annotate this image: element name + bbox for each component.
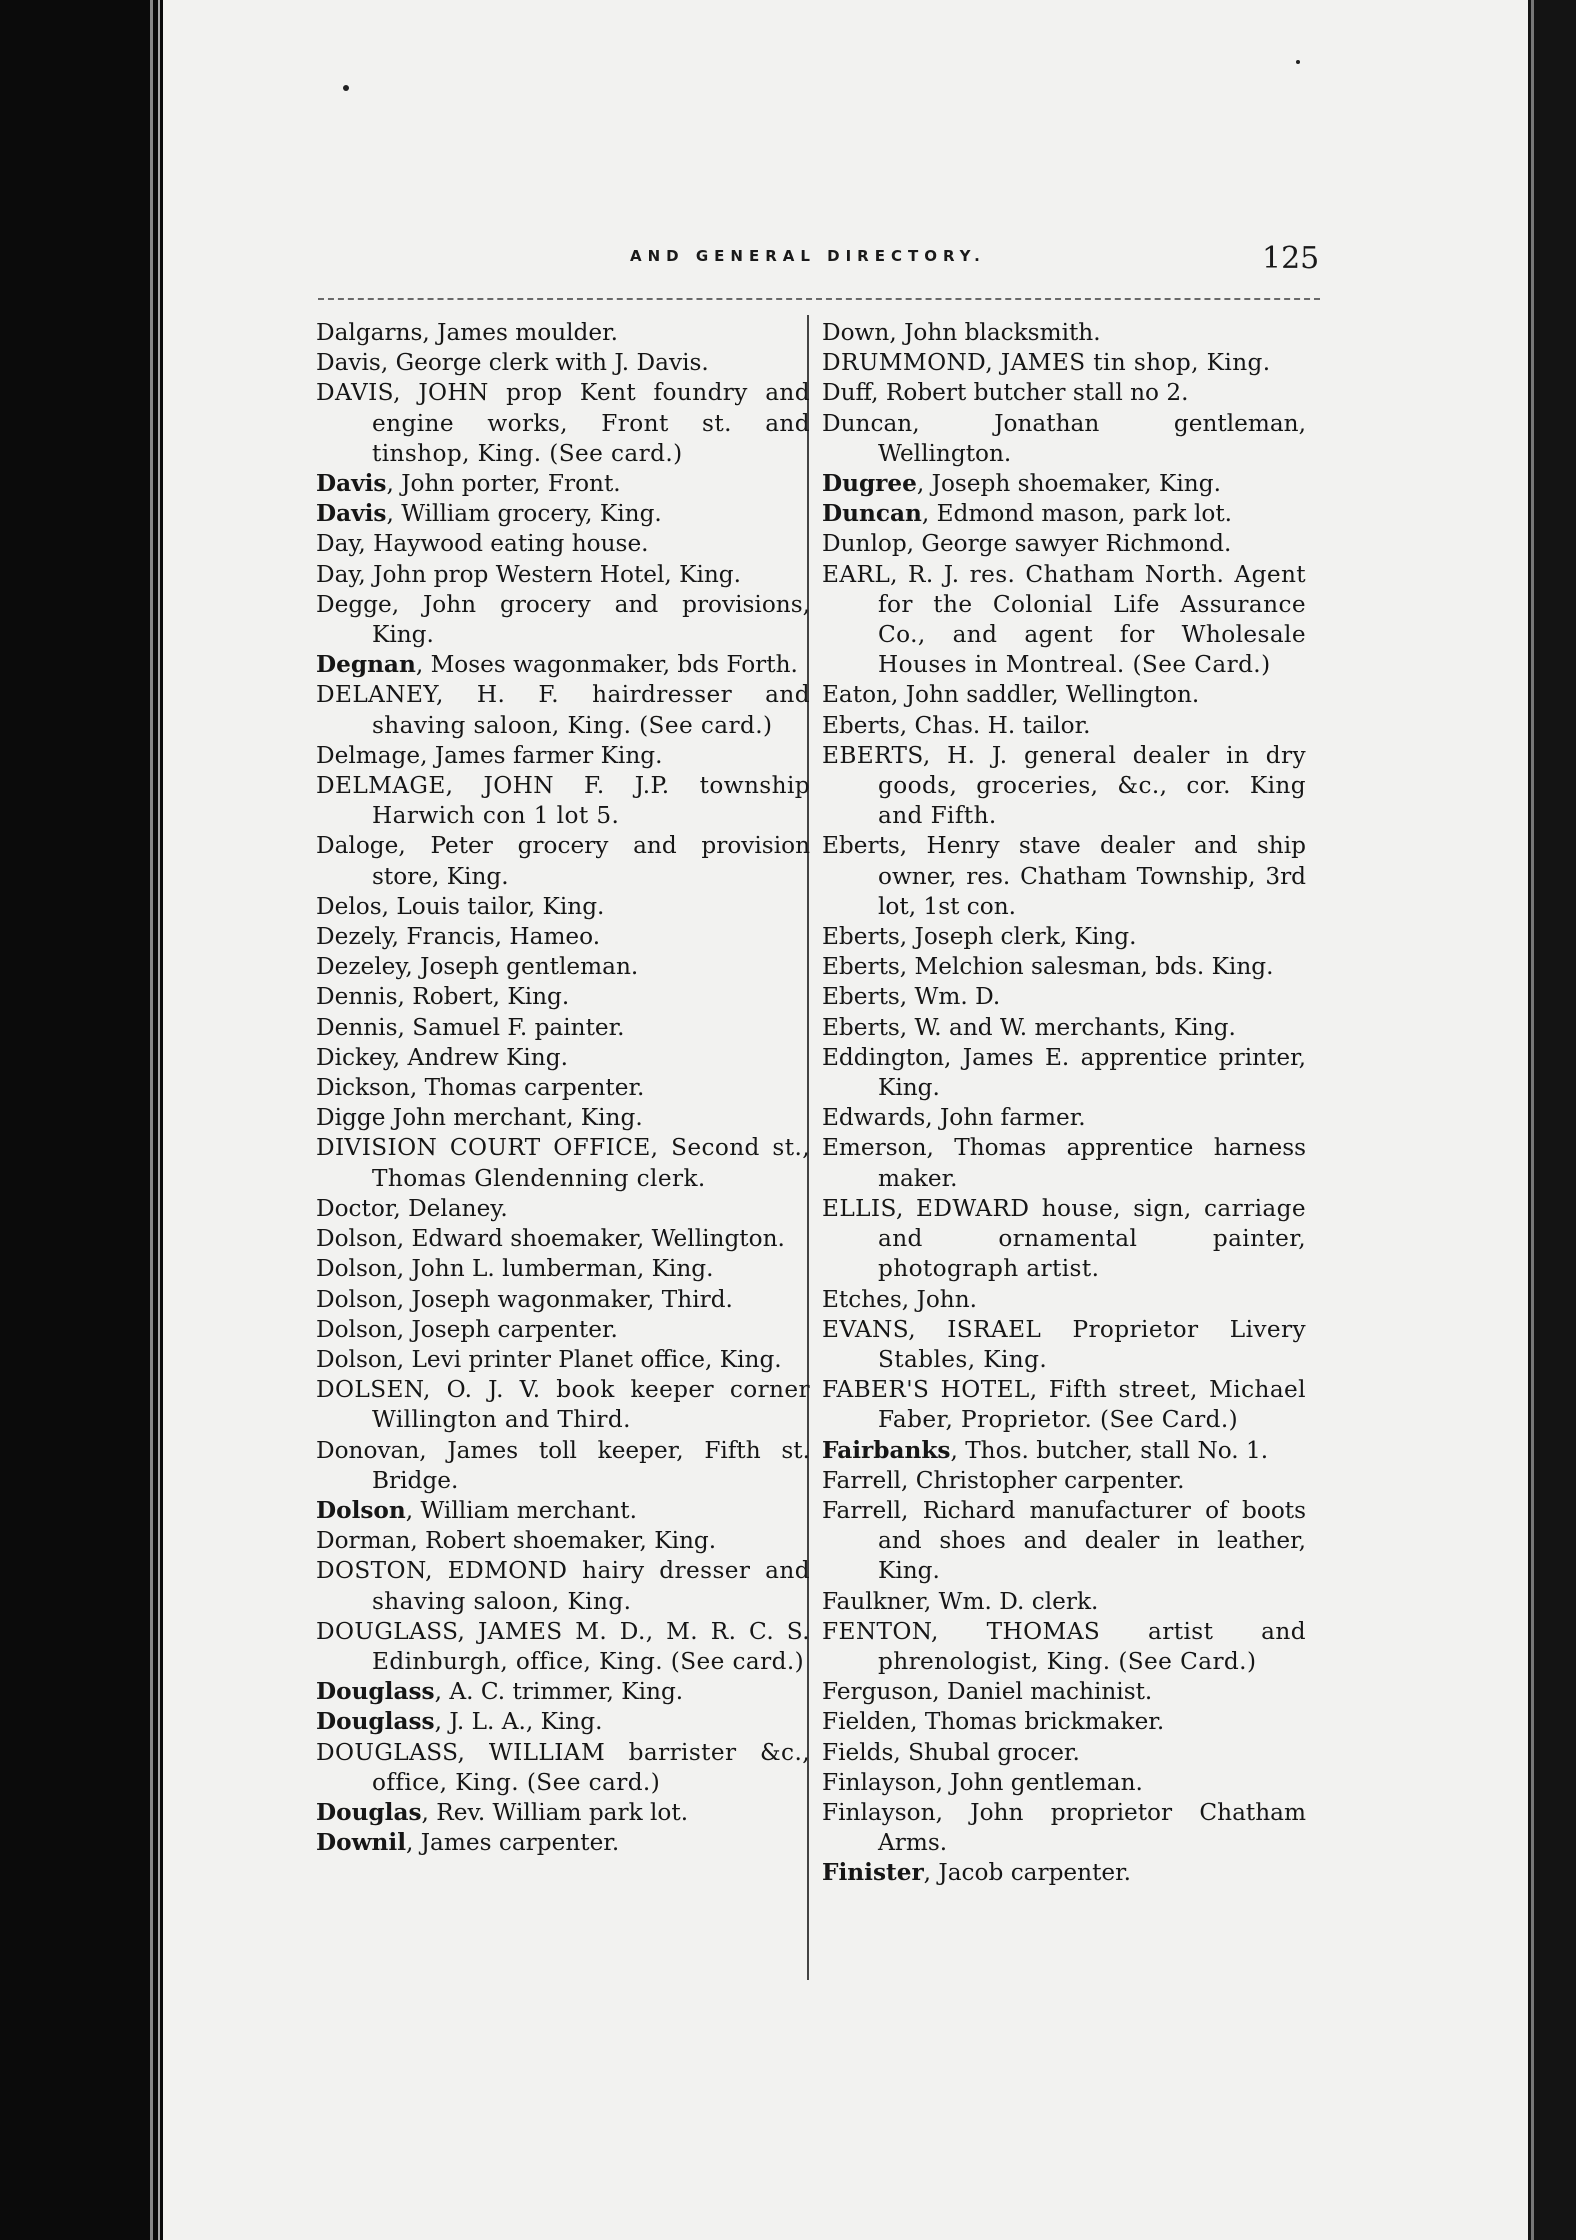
directory-entry: DOLSEN, O. J. V. book keeper corner Willington and Third.	[316, 1376, 810, 1434]
directory-entry: EARL, R. J. res. Chatham North. Agent for the Colonial Life Assurance Co., and agent for Wholesale Houses in Montreal. (See Card.)	[822, 560, 1306, 679]
spine-line	[158, 0, 160, 2240]
directory-entry: Dolson, John L. lumberman, King.	[316, 1255, 714, 1283]
directory-entry: Dolson, Levi printer Planet office, King.	[316, 1345, 782, 1373]
directory-entry: DAVIS, JOHN prop Kent foundry and engine works, Front st. and tinshop, King. (See card.)	[316, 379, 810, 467]
directory-entry: DOUGLASS, WILLIAM barrister &c., office, King. (See card.)	[316, 1738, 810, 1796]
directory-entry: Finister, Jacob carpenter.	[822, 1859, 1132, 1887]
directory-entry: Dunlop, George sawyer Richmond.	[822, 530, 1232, 558]
directory-entry: Dugree, Joseph shoemaker, King.	[822, 470, 1221, 498]
directory-entry: Eddington, James E. apprentice printer, King.	[822, 1043, 1306, 1102]
directory-entry: DRUMMOND, JAMES tin shop, King.	[822, 349, 1271, 377]
directory-entry: DOUGLASS, JAMES M. D., M. R. C. S. Edinburgh, office, King. (See card.)	[316, 1617, 810, 1675]
speck	[343, 85, 349, 91]
directory-entry: Emerson, Thomas apprentice harness maker.	[822, 1134, 1306, 1192]
directory-entry: Dickson, Thomas carpenter.	[316, 1074, 645, 1102]
directory-entry: Downil, James carpenter.	[316, 1829, 620, 1857]
entry-surname: Dolson	[316, 1496, 406, 1524]
entry-surname: Degnan	[316, 651, 416, 679]
directory-entry: Faulkner, Wm. D. clerk.	[822, 1587, 1099, 1615]
directory-entry: Day, Haywood eating house.	[316, 530, 649, 558]
directory-entry: Farrell, Richard manufacturer of boots and shoes and dealer in leather, King.	[822, 1496, 1306, 1585]
directory-entry: ELLIS, EDWARD house, sign, carriage and ornamental painter, photograph artist.	[822, 1194, 1306, 1283]
directory-entry: Dolson, Joseph wagonmaker, Third.	[316, 1285, 733, 1313]
directory-entry: FABER'S HOTEL, Fifth street, Michael Faber, Proprietor. (See Card.)	[822, 1376, 1306, 1434]
directory-entry: DELMAGE, JOHN F. J.P. township Harwich con 1 lot 5.	[316, 772, 810, 830]
directory-entry: Edwards, John farmer.	[822, 1104, 1086, 1132]
header-rule	[318, 298, 1320, 300]
spine-line	[150, 0, 153, 2240]
directory-entry: Finlayson, John proprietor Chatham Arms.	[822, 1798, 1306, 1857]
running-head: AND GENERAL DIRECTORY.	[630, 247, 986, 265]
directory-entry: Donovan, James toll keeper, Fifth st. Bridge.	[316, 1436, 810, 1494]
directory-entry: Fairbanks, Thos. butcher, stall No. 1.	[822, 1436, 1269, 1464]
directory-entry: Davis, William grocery, King.	[316, 500, 662, 528]
directory-entry: Eaton, John saddler, Wellington.	[822, 681, 1200, 709]
directory-entry: Douglass, A. C. trimmer, King.	[316, 1678, 684, 1706]
directory-entry: Ferguson, Daniel machinist.	[822, 1678, 1153, 1706]
directory-entry: Etches, John.	[822, 1285, 978, 1313]
directory-entry: Dezeley, Joseph gentleman.	[316, 953, 639, 981]
directory-entry: Day, John prop Western Hotel, King.	[316, 560, 742, 588]
directory-entry: Douglas, Rev. William park lot.	[316, 1798, 689, 1826]
directory-entry: DOSTON, EDMOND hairy dresser and shaving saloon, King.	[316, 1557, 810, 1615]
directory-entry: Dennis, Samuel F. painter.	[316, 1013, 625, 1041]
directory-entry: Dolson, Joseph carpenter.	[316, 1315, 618, 1343]
directory-entry: Eberts, Wm. D.	[822, 983, 1001, 1011]
directory-entry: Degge, John grocery and provisions, King.	[316, 590, 810, 649]
book-left-edge	[0, 0, 163, 2240]
directory-entry: Farrell, Christopher carpenter.	[822, 1466, 1185, 1494]
entry-surname: Davis	[316, 500, 387, 528]
speck	[1296, 60, 1300, 64]
directory-entry: Dezely, Francis, Hameo.	[316, 923, 601, 951]
entry-surname: Dugree	[822, 470, 917, 498]
directory-entry: FENTON, THOMAS artist and phrenologist, King. (See Card.)	[822, 1617, 1306, 1675]
directory-entry: Eberts, Henry stave dealer and ship owner, res. Chatham Township, 3rd lot, 1st con.	[822, 832, 1306, 920]
entry-surname: Downil	[316, 1829, 407, 1857]
directory-entry: Dickey, Andrew King.	[316, 1043, 568, 1071]
directory-entry: Delos, Louis tailor, King.	[316, 892, 605, 920]
directory-entry: Degnan, Moses wagonmaker, bds Forth.	[316, 651, 798, 679]
page-number: 125	[1262, 241, 1320, 276]
directory-entry: Duncan, Edmond mason, park lot.	[822, 500, 1233, 528]
directory-entry: Eberts, Joseph clerk, King.	[822, 923, 1137, 951]
directory-entry: Digge John merchant, King.	[316, 1104, 643, 1132]
entry-surname: Duncan	[822, 500, 922, 528]
directory-entry: Fielden, Thomas brickmaker.	[822, 1708, 1165, 1736]
entry-surname: Davis	[316, 470, 387, 498]
directory-entry: Dolson, Edward shoemaker, Wellington.	[316, 1225, 785, 1253]
directory-entry: DIVISION COURT OFFICE, Second st., Thomas Glendenning clerk.	[316, 1134, 810, 1192]
directory-entry: Douglass, J. L. A., King.	[316, 1708, 603, 1736]
left-column	[316, 318, 810, 1858]
right-column	[822, 318, 1306, 1889]
directory-entry: Fields, Shubal grocer.	[822, 1738, 1080, 1766]
directory-entry: Duff, Robert butcher stall no 2.	[822, 379, 1189, 407]
directory-entry: EVANS, ISRAEL Proprietor Livery Stables, King.	[822, 1315, 1306, 1373]
directory-entry: Eberts, W. and W. merchants, King.	[822, 1013, 1236, 1041]
directory-entry: Doctor, Delaney.	[316, 1194, 508, 1222]
book-right-edge	[1528, 0, 1576, 2240]
directory-entry: EBERTS, H. J. general dealer in dry goods, groceries, &c., cor. King and Fifth.	[822, 741, 1306, 830]
directory-entry: Down, John blacksmith.	[822, 319, 1101, 346]
directory-entry: Davis, John porter, Front.	[316, 470, 621, 498]
directory-entry: Eberts, Chas. H. tailor.	[822, 711, 1091, 739]
directory-entry: Eberts, Melchion salesman, bds. King.	[822, 953, 1274, 981]
directory-entry: Davis, George clerk with J. Davis.	[316, 349, 709, 377]
entry-surname: Douglas	[316, 1798, 422, 1826]
page-edge-line	[1531, 0, 1534, 2240]
directory-entry: Delmage, James farmer King.	[316, 741, 663, 769]
directory-entry: Finlayson, John gentleman.	[822, 1768, 1143, 1796]
directory-entry: Dalgarns, James moulder.	[316, 319, 619, 346]
directory-entry: Duncan, Jonathan gentleman, Wellington.	[822, 409, 1306, 467]
entry-surname: Douglass	[316, 1678, 435, 1706]
entry-surname: Fairbanks	[822, 1436, 951, 1464]
directory-entry: Dorman, Robert shoemaker, King.	[316, 1527, 717, 1555]
entry-surname: Douglass	[316, 1708, 435, 1736]
directory-entry: Dolson, William merchant.	[316, 1496, 637, 1524]
directory-entry: Daloge, Peter grocery and provision store, King.	[316, 832, 810, 890]
directory-entry: Dennis, Robert, King.	[316, 983, 570, 1011]
directory-entry: DELANEY, H. F. hairdresser and shaving saloon, King. (See card.)	[316, 681, 810, 739]
entry-surname: Finister	[822, 1859, 924, 1887]
